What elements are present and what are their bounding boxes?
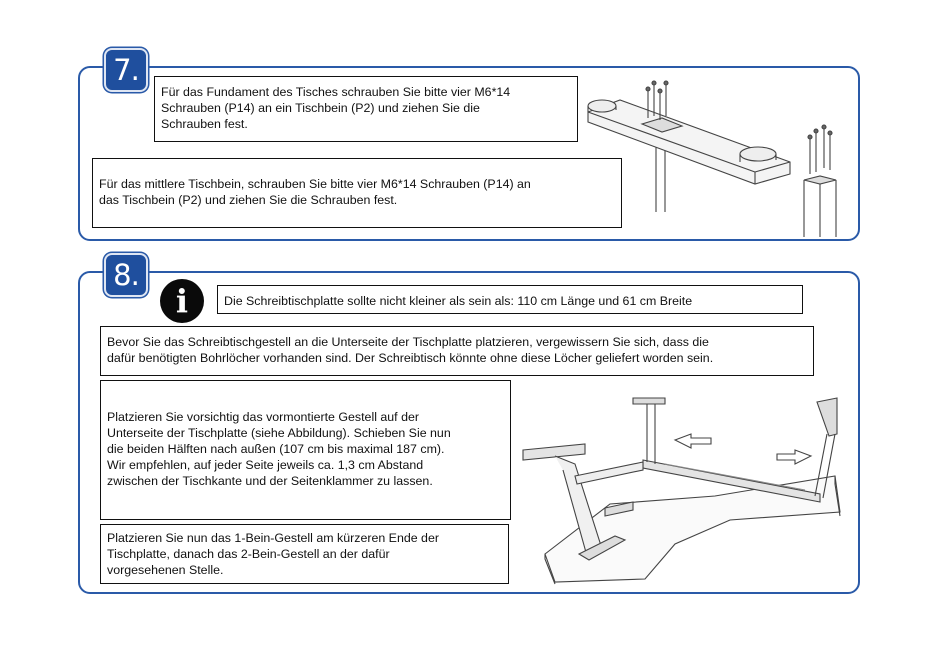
step-8-placement-instruction: Platzieren Sie vorsichtig das vormontierte Gestell auf der Unterseite der Tischplatte (siehe Abbildung). Schieben Sie nun die beiden Hälften nach außen (107 cm bis maximal 187 cm). Wir empfehlen, auf jeder Seite jeweils ca. 1,3 cm Abstand zwischen der Tischkante und der Seitenklammer zu lassen. [100,380,511,520]
step-8-leg-order-instruction: Platzieren Sie nun das 1-Bein-Gestell am kürzeren Ende der Tischplatte, danach das 2-Bein-Gestell an der dafür vorgesehenen Stelle. [100,524,509,584]
step-8-drill-holes-note: Bevor Sie das Schreibtischgestell an die Unterseite der Tischplatte platzieren, vergewissern Sie sich, dass die dafür benötigten Bohrlöcher vorhanden sind. Der Schreibtisch könnte ohne diese Löcher geliefert worden sein. [100,326,814,376]
step-7-instruction-top: Für das Fundament des Tisches schrauben Sie bitte vier M6*14 Schrauben (P14) an ein Tischbein (P2) und ziehen Sie die Schrauben fest. [154,76,578,142]
arrow-right-icon [777,450,811,464]
arrow-left-icon [675,434,711,448]
step-8-frame-illustration [515,384,850,589]
step-7-leg-illustration [580,72,855,240]
step-7-instruction-bottom: Für das mittlere Tischbein, schrauben Sie bitte vier M6*14 Schrauben (P14) an das Tischbein (P2) und ziehen Sie die Schrauben fest. [92,158,622,228]
screw-icon [808,125,832,174]
step-8-desk-size-note: Die Schreibtischplatte sollte nicht kleiner als sein als: 110 cm Länge und 61 cm Breite [217,285,803,314]
step-7-number-badge: 7. [104,48,148,92]
info-icon: i [160,279,204,323]
step-8-number-badge: 8. [104,253,148,297]
